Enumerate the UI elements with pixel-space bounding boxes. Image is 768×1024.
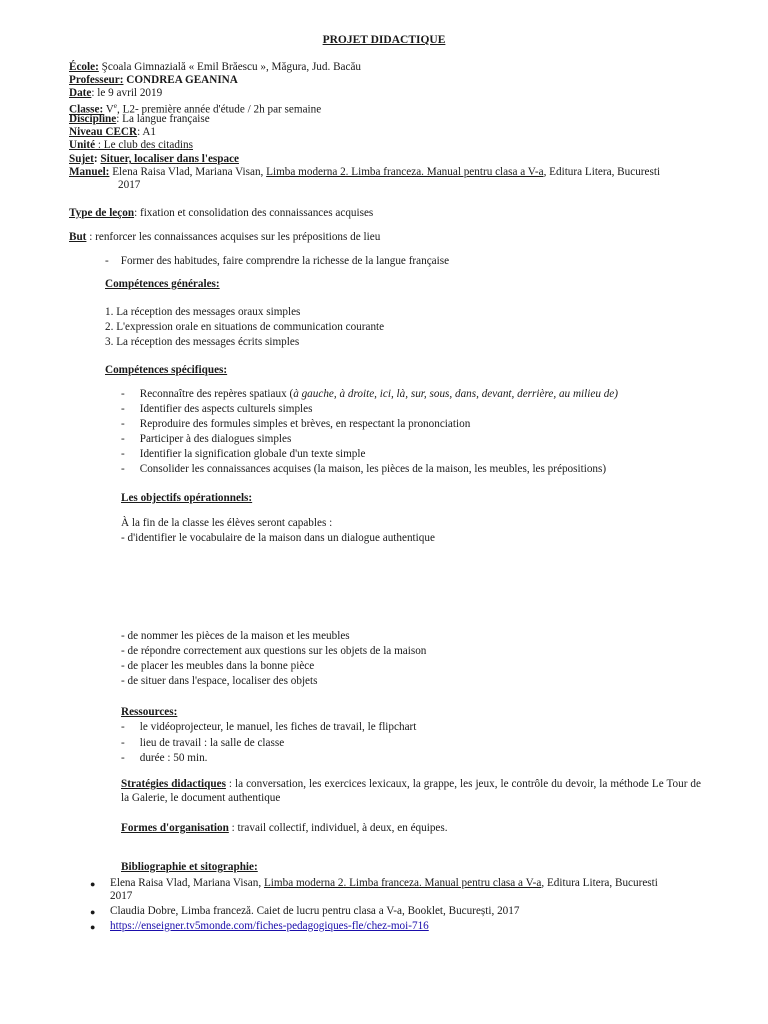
ressource-item xyxy=(121,752,207,765)
competence-specifique-item xyxy=(121,433,291,446)
discipline-label: Discipline xyxy=(69,113,117,125)
date-value: : le 9 avril 2019 xyxy=(91,87,163,99)
type-lecon-line xyxy=(69,207,373,220)
dash-marker: - xyxy=(121,388,125,400)
objectifs-heading: Les objectifs opérationnels: xyxy=(121,492,253,504)
manuel-publisher: , Editura Litera, Bucuresti xyxy=(543,166,661,178)
manuel-title: Limba moderna 2. Limba franceza. Manual pentru clasa a V-a xyxy=(266,166,544,178)
formes-label: Formes d'organisation xyxy=(121,822,229,834)
ressources-heading: Ressources: xyxy=(121,706,178,718)
manuel-authors: Elena Raisa Vlad, Mariana Visan, xyxy=(109,166,267,178)
competence-generale-item: 2. L'expression orale en situations de communication courante xyxy=(105,321,385,333)
bibliographie-year: 2017 xyxy=(110,890,133,902)
manuel-line xyxy=(69,166,660,179)
objectif-item: - de placer les meubles dans la bonne pièce xyxy=(121,660,315,672)
sujet-label: Sujet xyxy=(69,153,94,165)
classe-value-rest: , L2- première année d'étude / 2h par semaine xyxy=(116,103,322,116)
bullet-icon: ● xyxy=(90,907,96,917)
document-title: PROJET DIDACTIQUE xyxy=(322,34,446,46)
classe-superscript: e xyxy=(113,102,117,110)
date-line xyxy=(69,87,162,100)
competence-specifique-text: Reconnaître des repères spatiaux ( xyxy=(139,388,294,400)
objectif-item: - de répondre correctement aux questions sur les objets de la maison xyxy=(121,645,427,657)
date-label: Date xyxy=(69,87,92,99)
professeur-label: Professeur: xyxy=(69,74,124,86)
manuel-year: 2017 xyxy=(118,179,141,191)
dash-marker: - xyxy=(105,255,109,267)
competence-specifique-text: Identifier la signification globale d'un texte simple xyxy=(139,448,366,460)
formes-line xyxy=(121,822,448,835)
dash-marker: - xyxy=(121,752,125,764)
unite-label: Unité xyxy=(69,139,96,151)
competence-specifique-item xyxy=(121,388,618,401)
dash-marker: - xyxy=(121,737,125,749)
ecole-label: École: xyxy=(69,61,99,73)
professeur-value: CONDREA GEANINA xyxy=(123,74,238,86)
unite-line xyxy=(69,139,193,152)
competence-specifique-text: Reproduire des formules simples et brèves, en respectant la prononciation xyxy=(139,418,471,430)
type-lecon-label: Type de leçon xyxy=(69,207,135,219)
competences-generales-heading: Compétences générales: xyxy=(105,278,220,290)
bibliographie-item: Claudia Dobre, Limba franceză. Caiet de lucru pentru clasa a V-a, Booklet, București, 2017 xyxy=(110,905,520,917)
sitographie-link[interactable]: https://enseigner.tv5monde.com/fiches-pedagogiques-fle/chez-moi-716 xyxy=(110,920,429,932)
competence-generale-item: 1. La réception des messages oraux simples xyxy=(105,306,301,318)
unite-value: : Le club des citadins xyxy=(95,139,193,151)
strategies-paragraph xyxy=(121,778,701,805)
dash-marker: - xyxy=(121,418,125,430)
sujet-separator: : xyxy=(93,153,101,165)
bibliographie-authors: Elena Raisa Vlad, Mariana Visan, xyxy=(110,877,264,889)
niveau-label: Niveau CECR xyxy=(69,126,138,138)
but-line xyxy=(69,231,380,244)
dash-marker: - xyxy=(121,448,125,460)
but-label: But xyxy=(69,231,87,243)
dash-marker: - xyxy=(121,463,125,475)
ressource-text: le vidéoprojecteur, le manuel, les fiches de travail, le flipchart xyxy=(139,721,417,733)
classe-label: Classe: xyxy=(69,103,104,116)
ressource-item xyxy=(121,737,284,750)
but-item xyxy=(105,255,449,268)
objectif-item: - de nommer les pièces de la maison et les meubles xyxy=(121,630,350,642)
classe-value: V xyxy=(103,103,114,116)
ecole-line xyxy=(69,61,361,74)
competence-specifique-italic: à gauche, à droite, ici, là, sur, sous, dans, devant, derrière, au milieu de) xyxy=(293,388,618,400)
objectif-item: - d'identifier le vocabulaire de la maison dans un dialogue authentique xyxy=(121,532,435,544)
formes-value: : travail collectif, individuel, à deux, en équipes. xyxy=(228,822,448,834)
ressource-text: durée : 50 min. xyxy=(139,752,208,764)
competence-generale-item: 3. La réception des messages écrits simples xyxy=(105,336,300,348)
bibliographie-publisher: , Editura Litera, Bucuresti xyxy=(541,877,658,889)
sujet-value: Situer, localiser dans l'espace xyxy=(100,153,240,165)
strategies-label: Stratégies didactiques xyxy=(121,778,226,790)
objectif-item: - de situer dans l'espace, localiser des objets xyxy=(121,675,318,687)
bibliographie-item xyxy=(110,920,429,933)
dash-marker: - xyxy=(121,403,125,415)
competences-specifiques-heading: Compétences spécifiques: xyxy=(105,364,228,376)
bibliographie-item xyxy=(110,877,658,890)
ecole-value: Şcoala Gimnazială « Emil Brăescu », Măgura, Jud. Bacău xyxy=(98,61,362,73)
competence-specifique-item xyxy=(121,418,470,431)
manuel-label: Manuel: xyxy=(69,166,110,178)
sujet-line xyxy=(69,153,239,166)
competence-specifique-text: Participer à des dialogues simples xyxy=(139,433,292,445)
bullet-icon: ● xyxy=(90,922,96,932)
discipline-value: : La langue française xyxy=(116,113,210,125)
niveau-value: : A1 xyxy=(137,126,157,138)
bibliographie-title: Limba moderna 2. Limba franceza. Manual pentru clasa a V-a xyxy=(263,877,542,889)
dash-marker: - xyxy=(121,433,125,445)
bullet-icon: ● xyxy=(90,879,96,889)
type-lecon-value: : fixation et consolidation des connaissances acquises xyxy=(134,207,374,219)
competence-specifique-item xyxy=(121,448,365,461)
ressource-text: lieu de travail : la salle de classe xyxy=(139,737,285,749)
discipline-line xyxy=(69,113,210,126)
strategies-value: : la conversation, les exercices lexicaux, la grappe, les jeux, le contrôle du devoir, la méthode Le Tour de la Galerie, le document authentique xyxy=(121,778,701,804)
but-value: : renforcer les connaissances acquises sur les prépositions de lieu xyxy=(86,231,381,243)
professeur-line xyxy=(69,74,238,87)
dash-marker: - xyxy=(121,721,125,733)
competence-specifique-item xyxy=(121,403,312,416)
competence-specifique-text: Consolider les connaissances acquises (la maison, les pièces de la maison, les meubles, les prépositions) xyxy=(139,463,607,475)
competence-specifique-text: Identifier des aspects culturels simples xyxy=(139,403,313,415)
ressource-item xyxy=(121,721,416,734)
but-item-text: Former des habitudes, faire comprendre la richesse de la langue française xyxy=(120,255,450,267)
niveau-line xyxy=(69,126,156,139)
competence-specifique-item xyxy=(121,463,606,476)
objectifs-intro: À la fin de la classe les élèves seront capables : xyxy=(121,517,333,529)
bibliographie-heading: Bibliographie et sitographie: xyxy=(121,861,258,873)
